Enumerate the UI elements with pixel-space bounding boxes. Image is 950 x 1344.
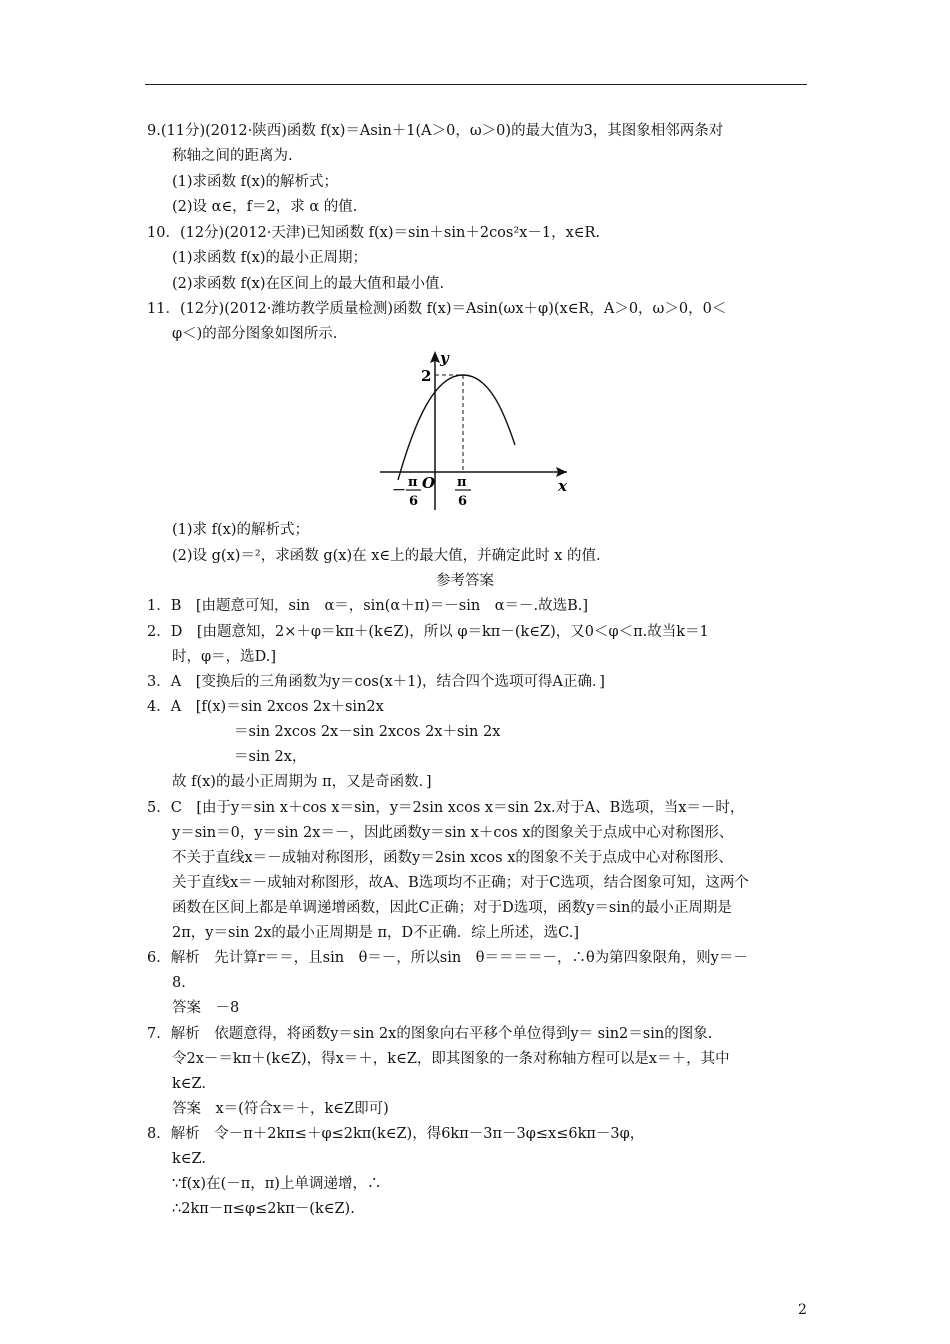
text-line: ∴2kπ－π≤φ≤2kπ－(k∈Z). (172, 1201, 355, 1217)
text-line: (1)求 f(x)的解析式； (172, 522, 310, 538)
left-tick-numerator: π (408, 475, 418, 490)
text-line: (2)设 g(x)＝²，求函数 g(x)在 x∈上的最大值，并确定此时 x 的值. (172, 548, 601, 564)
origin-label: O (422, 474, 436, 492)
text-line: (1)求函数 f(x)的解析式； (172, 174, 339, 190)
text-line: 时，φ＝，选D.] (172, 649, 277, 665)
text-line: 答案 x＝(符合x＝＋，k∈Z即可) (172, 1101, 389, 1117)
text-line: 8. (172, 975, 186, 991)
text-line: 1．B [由题意可知，sin α＝，sin(α＋π)＝－sin α＝－.故选B.] (147, 598, 589, 614)
text-line: (2)求函数 f(x)在区间上的最大值和最小值. (172, 276, 445, 292)
text-line: 故 f(x)的最小正周期为 π，又是奇函数．] (172, 774, 432, 790)
right-tick-denominator: 6 (458, 494, 468, 509)
text-line: 8．解析 令－π＋2kπ≤＋φ≤2kπ(k∈Z)，得6kπ－3π－3φ≤x≤6kπ－3φ， (147, 1126, 645, 1142)
header-rule (145, 84, 807, 85)
right-tick-numerator: π (457, 475, 467, 490)
text-line: 6．解析 先计算r＝＝，且sin θ＝－，所以sin θ＝＝＝＝－，∴θ为第四象限角，则y＝－ (147, 950, 748, 966)
text-line: 关于直线x＝－成轴对称图形，故A、B选项均不正确；对于C选项，结合图象可知，这两个 (172, 875, 749, 891)
text-line: 10．(12分)(2012·天津)已知函数 f(x)＝sin＋sin＋2cos²x－1，x∈R. (147, 225, 601, 241)
peak-value-label: 2 (421, 367, 432, 385)
text-line: φ＜)的部分图象如图所示. (172, 326, 338, 342)
text-line: 3．A [变换后的三角函数为y＝cos(x＋1)，结合四个选项可得A正确．] (147, 674, 605, 690)
text-line: ＝sin 2x， (234, 749, 307, 765)
text-line: 2．D [由题意知，2×＋φ＝kπ＋(k∈Z)，所以 φ＝kπ－(k∈Z)，又0＜φ＜π.故当k＝1 (147, 624, 709, 640)
sine-curve (398, 375, 515, 480)
text-line: 11．(12分)(2012·潍坊教学质量检测)函数 f(x)＝Asin(ωx＋φ)(x∈R，A＞0，ω＞0，0＜ (147, 301, 727, 317)
left-tick-denominator: 6 (409, 494, 419, 509)
text-line: 不关于直线x＝－成轴对称图形，函数y＝2sin xcos x的图象不关于点成中心对称图形、 (172, 850, 733, 866)
text-line: 4．A [f(x)＝sin 2xcos 2x＋sin2x (147, 699, 384, 715)
text-line: ∵f(x)在(－π，π)上单调递增，∴ (172, 1176, 382, 1192)
text-line: 9.(11分)(2012·陕西)函数 f(x)＝Asin＋1(A＞0，ω＞0)的最大值为3，其图象相邻两条对 (147, 123, 724, 139)
text-line: k∈Z. (172, 1151, 206, 1167)
text-line: y＝sin＝0，y＝sin 2x＝－，因此函数y＝sin x＋cos x的图象关于点成中心对称图形、 (172, 825, 734, 841)
x-axis-label: x (558, 477, 567, 495)
text-line: ＝sin 2xcos 2x－sin 2xcos 2x＋sin 2x (234, 724, 501, 740)
text-line: (2)设 α∈，f＝2，求 α 的值. (172, 199, 358, 215)
text-line: 2π，y＝sin 2x的最小正周期是 π，D不正确．综上所述，选C.] (172, 925, 579, 941)
sine-graph-figure (375, 345, 575, 515)
text-line: 称轴之间的距离为. (172, 148, 293, 164)
answers-heading: 参考答案 (436, 573, 494, 589)
text-line: 答案 －8 (172, 1000, 240, 1016)
text-line: (1)求函数 f(x)的最小正周期； (172, 250, 368, 266)
text-line: 5．C [由于y＝sin x＋cos x＝sin，y＝2sin xcos x＝sin 2x.对于A、B选项，当x＝－时， (147, 800, 745, 816)
text-line: 7．解析 依题意得，将函数y＝sin 2x的图象向右平移个单位得到y＝ sin2＝sin的图象. (147, 1026, 713, 1042)
left-tick-sign: － (392, 483, 406, 499)
text-line: 令2x－＝kπ＋(k∈Z)，得x＝＋，k∈Z，即其图象的一条对称轴方程可以是x＝＋，其中 (172, 1051, 730, 1067)
page-number: 2 (798, 1302, 807, 1318)
text-line: 函数在区间上都是单调递增函数，因此C正确；对于D选项，函数y＝sin的最小正周期是 (172, 900, 732, 916)
y-axis-label: y (440, 349, 449, 367)
text-line: k∈Z. (172, 1076, 206, 1092)
